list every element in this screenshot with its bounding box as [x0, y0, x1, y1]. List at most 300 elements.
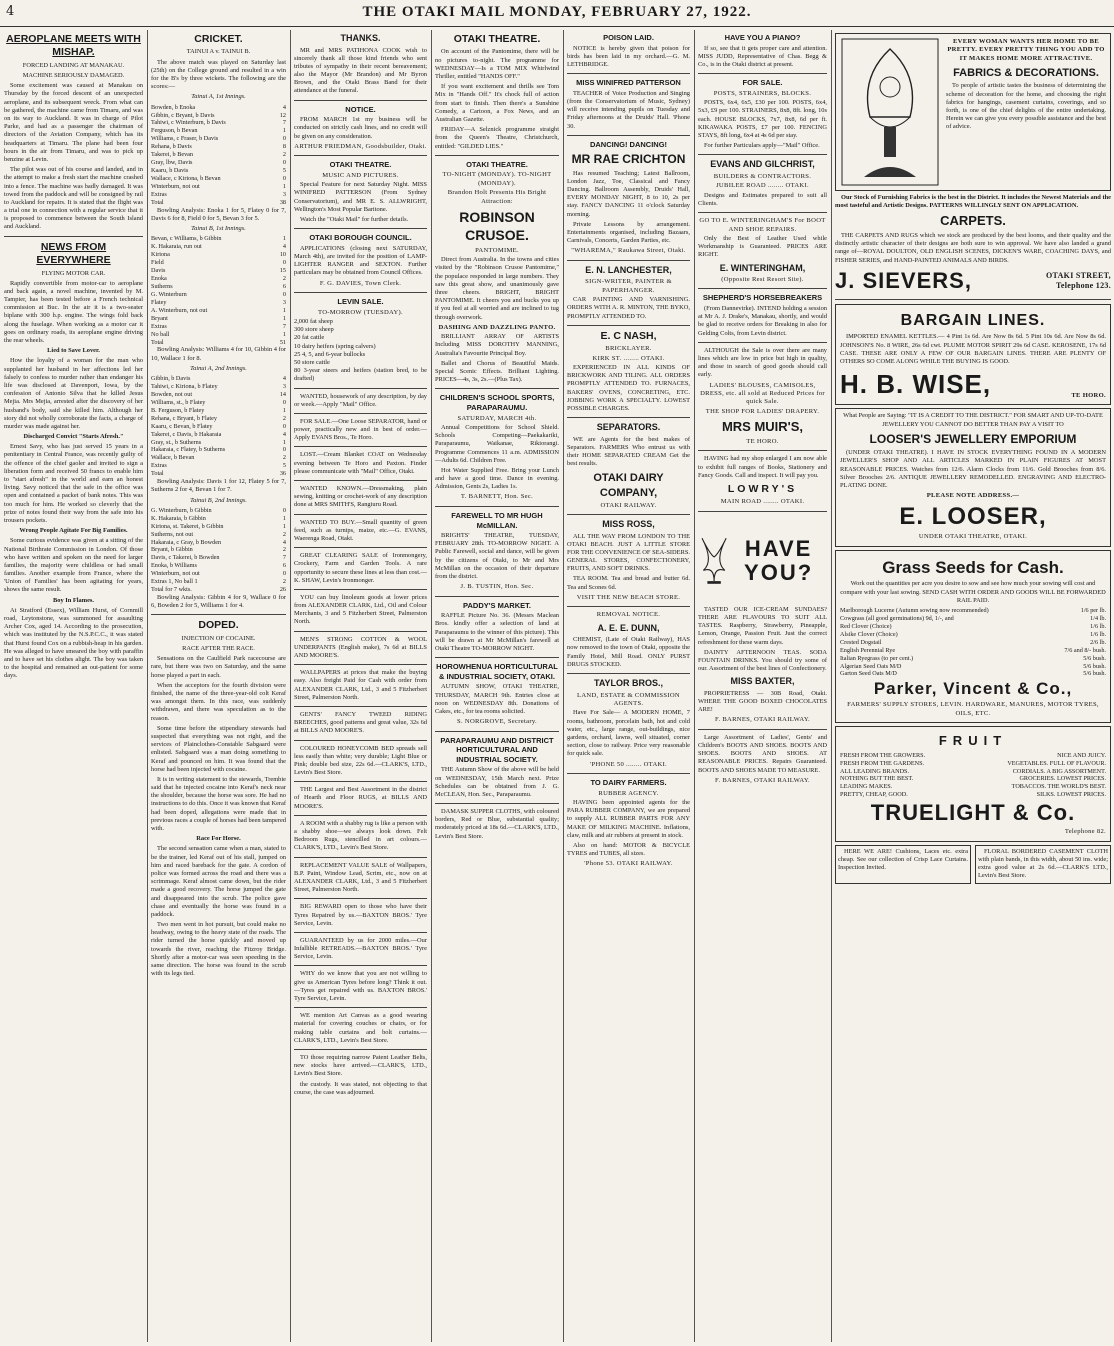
column-2: [151, 30, 286, 1342]
score-row: [151, 446, 286, 454]
ad-signature: T. BARNETT, Hon. Sec.: [460, 493, 534, 501]
wise-ad: [835, 304, 1111, 405]
score-row: [151, 167, 286, 175]
ad-name: MISS BAXTER,: [730, 676, 795, 687]
column-rule: [694, 30, 695, 1342]
score-row: [840, 647, 1106, 655]
runs: 7: [282, 554, 286, 562]
score-row: [151, 104, 286, 112]
ad-text: HAVING been appointed agents for the PARA RUBBER COMPANY, we are prepared to supply ALL RUBBER PARTS FOR ANY MAKE OF MILKING MACHINE. Inflations, claw, milk and air rubbers at present in stock.: [567, 798, 690, 839]
batsman: Enoka, b Williams: [151, 562, 197, 570]
divider: [294, 413, 427, 414]
ad-address: TE HORO.: [746, 437, 779, 445]
ad-text: AUTUMN SHOW, OTAKI THEATRE, THURSDAY, MARCH 9th. Entries close at noon on WEDNESDAY 8th. Donations of Cakes, etc., for tea rooms solicited.: [435, 683, 559, 715]
runs: 3: [282, 298, 286, 306]
divider: [698, 154, 827, 155]
score-row: [840, 615, 1106, 623]
score-row: [151, 135, 286, 143]
article-paragraph: At Stratford (Essex), William Hurst, of Cornmill road, Leytonstone, was summoned for assaulting Archer Cox, aged 14. According to the prosecution, which was instituted by the N.S.P.C.C., it was stated that Hurst found Cox on a rubbish-heap in his garden. He was alleged to have smeared the boy with paraffin and to have set his clothes alight. The boy was taken to the hospital and remained an out-patient for some days.: [4, 606, 143, 680]
divider: [294, 228, 427, 229]
runs: 0: [282, 398, 286, 406]
batsman: Cowgrass (all good germinations) 9d, 1/-, and: [840, 614, 954, 622]
score-table: [151, 235, 286, 338]
runs: 4: [282, 538, 286, 546]
batsman: Kaaru, b Davis: [151, 167, 189, 175]
divider: [435, 731, 559, 732]
innings-title: Tainui B, 2nd Innings.: [190, 496, 247, 504]
batsman: Takerei, c Davis, b Hakaraia: [151, 430, 222, 438]
ad-subhead: PLEASE NOTE ADDRESS.—: [926, 492, 1020, 500]
ad-headline: CARPETS.: [940, 213, 1006, 229]
sievers-signature: [835, 267, 1111, 295]
runs: 2: [282, 414, 286, 422]
runs: 6: [282, 282, 286, 290]
runs: 2: [282, 530, 286, 538]
ad-text: If you want excitement and thrills see Tom Mix in "Hands Off." It's chock full of action from start to finish. Then there's a Sunshine Comedy, a Cartoon, a Fox News, and an Australian Gazette.: [435, 83, 559, 123]
divider: [294, 857, 427, 858]
ad-signature: Telephone 82.: [1064, 828, 1106, 836]
ad-text: RAFFLE Picture No. 36. (Messrs Maclean Bros. kindly offer a selection of land at Paraparaumu to the winner of this picture). This will be drawn at Mr McMillan's farewell at Otaki Theatre TO-MORROW NIGHT.: [435, 612, 559, 652]
batsman: Williams, st., b Flatey: [151, 398, 206, 406]
runs: 1/6 per lb.: [1080, 606, 1106, 614]
ad-signature: 'Phone 53. OTAKI RAILWAY.: [584, 860, 673, 868]
bottom-ads: [835, 845, 1111, 886]
batsman: Rehana, c Bryant, b Flatey: [151, 414, 217, 422]
score-row: [151, 539, 286, 547]
ad-name: HAVE YOU?: [744, 536, 814, 586]
divider: [435, 803, 559, 804]
ad-text: Ballet and Chorus of Beautiful Maids. Special Scenic Effects. Brilliant Lighting. PRICES—4s, 3s, 2s.—(Plus Tax).: [435, 359, 559, 384]
runs: 5/6 bush.: [1083, 662, 1106, 670]
score-row: [840, 639, 1106, 647]
divider: [567, 417, 690, 418]
runs: 0: [282, 175, 286, 182]
article-paragraph: Two men went in hot pursuit, but could make no headway, owing to the heavy state of the roads. The rider turned the horse quickly and moved up towards the river, reaching the Fitzroy Bridge. Shortly after a motor-car was seen speeding in the same direction. The horse was found in the scrub with its legs tied.: [151, 921, 286, 978]
article-fragment: the custody. It was stated, not objecting to that course, the case was adjourned.: [294, 1080, 427, 1096]
batsman: Garton Seed Oats M/D: [840, 670, 897, 678]
sievers-copy: [946, 37, 1106, 187]
ad-text: Annual Competitions for School Shield. Schools Competing—Paekakariki, Paraparaumu, Waikanae, Rikiorangi. Programme Commences 11 a.m. ADMISSION—Adults 6d. Children Free.: [435, 423, 559, 464]
ad-text: NOTICE is hereby given that poison for birds has been laid in my orchard.—G. M. LETHBRIDGE.: [567, 44, 690, 68]
score-row: [840, 775, 1106, 783]
runs: 0: [282, 422, 286, 430]
article-subhead: MACHINE SERIOUSLY DAMAGED.: [22, 72, 125, 80]
column-rule: [290, 30, 291, 1342]
classified-ad: WE mention Art Canvas as a good wearing material for covering couches or chairs, or for making table curtains and bolt curtains.—CLARK'S, LTD., Levin's Best Store.: [294, 1012, 427, 1044]
ad-text: Work out the quantities per acre you desire to sow and see how much your sowing will cost and compare with your last sowing. SEND CASH WITH ORDER AND GOODS WILL BE FORWARDED RAIL PAID.: [840, 580, 1106, 604]
batsman: Crested Dogstail: [840, 638, 882, 646]
score-row: [151, 431, 286, 439]
divider: [294, 589, 427, 590]
batsman: FRESH FROM THE GARDENS.: [840, 759, 925, 767]
divider: [294, 388, 427, 389]
ad-text: BRILLIANT ARRAY OF ARTISTS Including MISS DOROTHY MANNING, Australia's Favourite Principal Boy.: [435, 333, 559, 357]
divider: [294, 898, 427, 899]
ad-headline: BARGAIN LINES.: [900, 311, 1046, 329]
ad-headline: FOR SALE.: [742, 78, 783, 88]
batsman: Hakaraia, c Gray, b Bowden: [151, 538, 222, 546]
score-row: [840, 768, 1106, 776]
ad-subhead: DASHING AND DAZZLING PANTO.: [438, 323, 556, 331]
batsman: Takerei, b Bevan: [151, 151, 194, 159]
ad-name: TAYLOR BROS.,: [593, 677, 663, 688]
ad-signature: S. NORGROVE, Secretary.: [457, 718, 537, 726]
ad-text: FRIDAY—A Selznick programme straight from the Queen's Theatre, Christchurch, entitled: "GILDED LIES.": [435, 126, 559, 150]
divider: [698, 342, 827, 343]
ad-subhead: THE SHOP FOR LADIES' DRAPERY.: [705, 407, 820, 415]
notice-subhead: TO-MORROW (TUESDAY).: [317, 308, 403, 316]
ad-subhead: BUILDERS & CONTRACTORS.: [713, 172, 812, 180]
divider: [294, 740, 427, 741]
batsman: Enoka: [151, 275, 167, 282]
ad-subhead: FARMERS' SUPPLY STORES, LEVIN. HARDWARE, MANURES, MOTOR TYRES, OILS, ETC.: [847, 701, 1099, 717]
batsman: ALL LEADING BRANDS.: [840, 767, 910, 775]
ad-text: Private Lessons by arrangement. Entertainments organised, including Bazaars, Carnivals, Concerts, Garden Parties, etc.: [567, 220, 690, 245]
runs: 1: [282, 306, 286, 314]
score-row: [151, 119, 286, 127]
divider: [698, 729, 827, 730]
classified-ad: MEN'S STRONG COTTON & WOOL UNDERPANTS (English make), 7s 6d at BILLS AND MOORE'S.: [294, 635, 427, 660]
divider: [567, 773, 690, 774]
ad-name: E. WINTERINGHAM,: [719, 262, 806, 273]
ad-text: Hot Water Supplied Free. Bring your Lunch and have a good time. Dance in evening. Admission, Gents 2s, Ladies 1s.: [435, 466, 559, 491]
runs: CORDIALS. A BIG ASSORTMENT.: [1012, 767, 1106, 775]
ad-headline: SEPARATORS.: [596, 422, 661, 433]
ad-name: MISS ROSS,: [602, 519, 655, 530]
article-subhead: FORCED LANDING AT MANAKAU.: [22, 61, 125, 69]
ad-text: Our Stock of Furnishing Fabrics is the best in the District. It includes the Newest Materials and the most tasteful and Artistic Designs. PATTERNS WILLINGLY SENT ON APPLICATION.: [835, 194, 1111, 210]
score-row: [151, 127, 286, 135]
runs: GROCERIES. LOWEST PRICES.: [1019, 775, 1106, 783]
batsman: Rehana, b Davis: [151, 143, 192, 151]
score-row: [151, 531, 286, 539]
ad-headline: FRUIT: [938, 733, 1008, 749]
score-row: [151, 331, 286, 339]
stock-list: [294, 318, 427, 384]
divider: [567, 73, 690, 74]
truelight-ad: [835, 726, 1111, 842]
runs: 10: [279, 251, 286, 259]
batsman: PRETTY, CHEAP, GOOD.: [840, 791, 908, 799]
ad-headline: FAREWELL TO MR HUGH McMILLAN.: [451, 510, 543, 530]
ad-name: OTAKI DAIRY COMPANY,: [593, 472, 664, 499]
score-row: [151, 299, 286, 307]
score-row: [151, 523, 286, 531]
ad-address: 'PHONE 50 ........ OTAKI.: [589, 760, 668, 768]
classified-ad: BIG REWARD open to those who have their Tyres Repaired by us.—BAXTON BROS.' Tyre Service, Levin.: [294, 903, 427, 927]
stock-item: 10 dairy heifers (spring calvers): [294, 342, 376, 350]
divider: [435, 596, 559, 597]
ad-text: DAINTY AFTERNOON TEAS. SODA FOUNTAIN DRINKS. You should try some of our. Assortment of the best lines of Confectionery.: [698, 648, 827, 673]
score-total: Total 36: [151, 470, 286, 478]
ad-subhead: LADIES' BLOUSES, CAMISOLES, DRESS, etc. all sold at Reduced Prices for quick Sale.: [700, 381, 825, 406]
masthead-rule: [0, 26, 1114, 27]
notice-signature: ARTHUR FRIEDMAN, Goodsbuilder, Otaki.: [294, 142, 427, 150]
divider: [294, 932, 427, 933]
score-row: [151, 267, 286, 275]
runs: 3: [282, 190, 286, 198]
batsman: Tahiwi, c Winterburn, b Davis: [151, 119, 226, 127]
batsman: Red Clover (Choice): [840, 622, 892, 630]
score-row: [151, 383, 286, 391]
bowling-analysis: Bowling Analysis: Enoka 1 for 5, Flatey 0 for 7, Davis 6 for 8, Field 0 for 5, Bevan 3 for 5.: [151, 206, 286, 222]
batsman: Sutherns: [151, 282, 173, 290]
article-subhead: FLYING MOTOR CAR.: [41, 269, 106, 277]
ad-text: TEA ROOM. Tea and bread and butter 6d. Tea and Scones 6d.: [567, 575, 690, 591]
ad-text: ALL THE WAY FROM LONDON TO THE OTAKI BEACH. JUST A LITTLE STORE FOR THE CONVENIENCE OF SEA-SIDERS. GENERAL STORES, CONFECTIONERY, FRUITS, AND SOFT DRINKS.: [567, 532, 690, 573]
batsman: K. Hakaraia, b Gibbin: [151, 514, 206, 522]
score-row: [151, 283, 286, 291]
divider: [698, 511, 827, 512]
classified-ad: A ROOM with a shabby rug is like a person with a shabby shoe—we always look down. Felt Bedroom Rugs, stencilled in art colours.—CLARK'S, LTD., Levin's Best Store.: [294, 819, 427, 852]
ad-subhead: Brandon Holt Presents His Bright Attraction:: [447, 189, 547, 205]
ad-subhead: GO TO E. WINTERINGHAM'S For BOOT AND SHOE REPAIRS.: [699, 217, 826, 233]
score-row: [151, 375, 286, 383]
ad-text: On account of the Pantomime, there will be no pictures to-night. The programme for WEDNESDAY—Is a TOM MIX Whirlwind Thriller, entitled "HANDS OFF.": [435, 48, 559, 80]
score-row: [840, 791, 1106, 799]
ad-address: UNDER OTAKI THEATRE, OTAKI.: [918, 533, 1028, 541]
ad-name: E. LOOSER,: [899, 502, 1047, 530]
article-headline: DOPED.: [198, 619, 239, 632]
runs: 4: [282, 243, 286, 251]
score-row: [151, 307, 286, 315]
divider: [294, 1049, 427, 1050]
article-subhead: RACE AFTER THE RACE.: [182, 645, 255, 653]
runs: VEGETABLES. FULL OF FLAVOUR.: [1007, 759, 1106, 767]
ad-text: WE are Agents for the best makes of Separators. FARMERS Who entrust us with their HOME SEPARATED CREAM Get the best results.: [567, 435, 690, 468]
classified-ad: LOST.—Cream Blanket COAT on Wednesday evening between Te Horo and Paxton. Finder please communicate with "Mail" Office, Otaki.: [294, 451, 427, 475]
divider: [567, 606, 690, 607]
runs: 5: [282, 167, 286, 175]
score-row: [151, 291, 286, 299]
ad-name: Parker, Vincent & Co.,: [873, 679, 1073, 699]
runs: 1: [282, 330, 286, 338]
ad-headline: SHEPHERD'S HORSEBREAKERS: [702, 293, 823, 303]
batsman: Sutherns, not out: [151, 530, 194, 538]
column-3: [294, 30, 427, 1342]
batsman: Extras: [151, 322, 167, 330]
stock-item: 25 4, 5, and 6-year bullocks: [294, 350, 366, 358]
classified-ad: FOR SALE.—One Loose SEPARATOR, hand or power, practically new and in best of order.—Apply EVANS Bros., Te Horo.: [294, 417, 427, 442]
ad-text: BRIGHTS' THEATRE, TUESDAY, FEBRUARY 28th. TO-MORROW NIGHT. A Public Farewell, social and dance, will be given by the citizens of Otaki, to Mr and Mrs McMillan on the occasion of their departure from the district.: [435, 532, 559, 581]
ad-subhead: RUBBER AGENCY.: [598, 789, 659, 797]
divider: [294, 292, 427, 293]
score-row: [151, 112, 286, 120]
batsman: Italian Ryegrass (to per cent.): [840, 654, 914, 662]
ad-headline: Grass Seeds for Cash.: [882, 557, 1064, 577]
runs: 1: [282, 438, 286, 446]
classified-ad: REPLACEMENT VALUE SALE of Wallpapers, B.P. Paint, Window Lead, Scrim, etc., now on at ALEXANDER CLARK, Ltd., 3 and 5 Fitzherbert Street, Palmerston North.: [294, 861, 427, 894]
score-row: [151, 259, 286, 267]
divider: [294, 480, 427, 481]
runs: 1: [282, 406, 286, 414]
divider: [435, 657, 559, 658]
ad-text: Only the Best of Leather Used while Workmanship is Guaranteed. PRICES ARE RIGHT.: [698, 234, 827, 259]
batsman: Wallace, b Bevan: [151, 454, 195, 462]
batsman: Winterburn, not out: [151, 570, 200, 578]
score-row: [840, 607, 1106, 615]
runs: 1: [282, 235, 286, 243]
batsman: No ball: [151, 330, 170, 338]
score-row: [840, 655, 1106, 663]
ad-text: For further Particulars apply—"Mail" Office.: [704, 142, 820, 150]
divider: [294, 155, 427, 156]
runs: 3: [282, 382, 286, 390]
produce-list: [840, 752, 1106, 800]
divider: [567, 325, 690, 326]
ad-signature: F. BARNES, OTAKI RAILWAY.: [715, 716, 810, 724]
classified-ad: DAMASK SUPPER CLOTHS, with coloured borders, Red or Blue, substantial quality; moderately priced at 18s 6d.—CLARK'S, LTD., Levin's Best Store.: [435, 808, 559, 840]
ice-cream-ad: [698, 516, 827, 606]
batsman: Extras: [151, 190, 167, 198]
score-row: [840, 783, 1106, 791]
batsman: Bevan, c Williams, b Gibbin: [151, 235, 222, 243]
ad-headline: TO DAIRY FARMERS.: [590, 777, 667, 787]
score-row: [151, 143, 286, 151]
divider: [567, 673, 690, 674]
divider: [294, 781, 427, 782]
ad-text: What People are Saying: "IT IS A CREDIT TO THE DISTRICT." FOR SMART AND UP-TO-DATE JEWELLERY YOU CANNOT DO BETTER THAN PAY A VISIT TO: [843, 412, 1103, 428]
ad-address: OTAKI STREET, Telephone 123.: [1046, 270, 1111, 290]
column-rule: [431, 30, 432, 1342]
ad-text: (UNDER OTAKI THEATRE). I HAVE IN STOCK EVERYTHING FOUND IN A MODERN JEWELLER'S SHOP AND ALL ARTICLES MARKED IN PLAIN FIGURES AT MOST REASONABLE PRICES. Watches from 12/6. Alarm Clocks from 11/6. Gold Brooches from 8/6. Silver Brooches 2/6. ANTIQUE JEWELLERY REMODELLED. ENGRAVING AND ELECTRO-PLATING DONE.: [840, 449, 1106, 489]
notice-text: Special Feature for next Saturday Night. MISS WINIFRED PATTERSON (From Sydney Conservatorium), and MR E. S. ALLWRIGHT, Wellington's Most Popular Baritone.: [294, 181, 427, 213]
ad-text: Have For Sale— A MODERN HOME, 7 rooms, bathroom, porcelain bath, hot and cold water, etc., large range, out-buildings, nice gardens, orchard, lawns, well situated, corner section, close to railway. Price very reasonable for quick sale.: [567, 709, 690, 758]
runs: 12: [279, 111, 286, 119]
article-subhead: Boy In Flames.: [52, 596, 94, 604]
runs: 5/6 bush.: [1083, 654, 1106, 662]
batsman: Kiriona, st. Takerei, b Gibbin: [151, 522, 224, 530]
ad-signature: F. BARNES, OTAKI RAILWAY.: [715, 776, 810, 784]
ad-headline: HOROWHENUA HORTICULTURAL & INDUSTRIAL SOCIETY, OTAKI.: [436, 662, 558, 681]
batsman: Kaaru, c Bevan, b Flatey: [151, 422, 213, 430]
runs: 7/6 and 8/- bush.: [1064, 646, 1106, 654]
classified-ad: WANTED KNOWN.—Dressmaking, plain sewing, knitting or crochet-work of any description done at MRS SMITH'S, Rangiuru Road.: [294, 485, 427, 509]
notice-headline: LEVIN SALE.: [337, 296, 384, 306]
batsman: Davis, c Takerei, b Bowden: [151, 554, 220, 562]
masthead: THE OTAKI MAIL MONDAY, FEBRUARY 27, 1922.: [362, 4, 752, 20]
batsman: K. Hakaraia, run out: [151, 243, 202, 251]
classified-ad: THE Largest and Best Assortment in the district of Hearth and Floor RUGS, at BILLS AND MOORE'S.: [294, 786, 427, 810]
score-row: [151, 454, 286, 462]
ad-text: Designs and Estimates prepared to suit all Clients.: [698, 191, 827, 207]
score-row: [151, 423, 286, 431]
score-row: [151, 175, 286, 183]
runs: 8: [282, 143, 286, 151]
runs: 0: [282, 446, 286, 454]
divider: [567, 514, 690, 515]
article-subhead: Lied to Save Lover.: [47, 347, 100, 355]
runs: 1/4 lb.: [1090, 614, 1106, 622]
ad-address: OTAKI RAILWAY.: [600, 501, 657, 509]
ad-name: LOWRY'S: [727, 482, 798, 495]
batsman: Marlborough Lucerne (Autumn sowing now recommended): [840, 606, 989, 614]
runs: 2: [282, 454, 286, 462]
innings-title: Tainui B, 1st Innings.: [191, 225, 246, 233]
runs: 4: [282, 430, 286, 438]
runs: TOBACCOS. THE WORLD'S BEST.: [1011, 783, 1106, 791]
runs: 1: [282, 314, 286, 322]
divider: [294, 446, 427, 447]
divider: [294, 100, 427, 101]
ad-name: MR RAE CRICHTON: [571, 152, 686, 167]
runs: 7: [282, 119, 286, 127]
stock-item: 50 store cattle: [294, 358, 330, 366]
ad-text: ALTHOUGH the Sale is over there are many lines which are low in price but high in quality, and those in search of good goods should call early.: [698, 346, 827, 379]
divider: [567, 135, 690, 136]
wise-signature: [840, 368, 1106, 401]
divider: [294, 965, 427, 966]
score-row: [151, 546, 286, 554]
batsman: Williams, c Fraser, b Davis: [151, 135, 219, 143]
batsman: Bowden, b Enoka: [151, 103, 196, 111]
score-row: [151, 415, 286, 423]
ad-signature: J. B. TUSTIN, Hon. Sec.: [460, 583, 534, 591]
divider: [294, 514, 427, 515]
ad-headline: OTAKI THEATRE.: [453, 33, 541, 45]
runs: SILKS. LOWEST PRICES.: [1036, 791, 1106, 799]
runs: 5/6 bush.: [1083, 670, 1106, 678]
runs: 1/6 lb.: [1090, 630, 1106, 638]
divider: [835, 299, 1111, 300]
article-paragraph: When the acceptors for the fourth division were finished, the name of the three-year-old colt Keraf was amongst them. In this race, was suddenly withdrawn, and there was speculation as to the reason.: [151, 681, 286, 722]
ad-subhead: REMOVAL NOTICE.: [596, 611, 661, 619]
divider: [294, 631, 427, 632]
score-row: [151, 251, 286, 259]
ad-text: If so, see that it gets proper care and attention. MISS JUDD, Representative of Chas. Begg & Co., is in the Otaki district at present.: [698, 44, 827, 68]
ad-headline: FABRICS & DECORATIONS.: [953, 67, 1099, 80]
runs: 1: [282, 127, 286, 135]
classified-ad: WALLPAPERS at prices that make the buying easy. Also freight Paid for Cash with order from ALEXANDER CLARK, Ltd., 3 and 5 Fitzherbert Street, Palmerston North.: [294, 669, 427, 701]
ad-name: A. E. E. DUNN,: [597, 622, 660, 633]
notice-signature: F. G. DAVIES, Town Clerk.: [319, 279, 402, 287]
column-rule: [563, 30, 564, 1342]
ad-headline: LOOSER'S JEWELLERY EMPORIUM: [869, 431, 1077, 446]
parker-ad: [835, 550, 1111, 723]
score-row: [151, 399, 286, 407]
batsman: Tahiwi, c Kiriona, b Flatey: [151, 382, 218, 390]
batsman: Bowden, not out: [151, 390, 193, 398]
score-row: [151, 439, 286, 447]
divider: [294, 547, 427, 548]
seed-price-list: [840, 607, 1106, 678]
runs: 0: [282, 159, 286, 167]
ad-text: EXPERIENCED IN ALL KINDS OF BRICKWORK AND TILING. ALL ORDERS PROMPTLY ATTENDED TO. FURNACES, BAKERS' OVENS, CONCRETING, ETC. JOBBING WORK A SPECIALTY. LOWEST POSSIBLE CHARGES.: [567, 364, 690, 412]
score-row: [151, 243, 286, 251]
ad-headline: POISON LAID.: [603, 33, 654, 42]
score-row: [840, 752, 1106, 760]
score-total: Total 51: [151, 338, 286, 346]
score-row: [151, 507, 286, 515]
looser-ad: [835, 408, 1111, 546]
runs: 4: [282, 375, 286, 382]
section-headline: CRICKET.: [194, 33, 243, 45]
classified-ad: FLORAL BORDERED CASEMENT CLOTH with plain bands, in this width, about 50 ins. wide; extra good value at 2s 6d.—CLARK'S LTD., Levin's Best Store.: [975, 845, 1111, 884]
classified-ad: WANTED, housework of any description, by day or week.—Apply "Mail" Office.: [294, 392, 427, 408]
divider: [698, 73, 827, 74]
score-row: [840, 631, 1106, 639]
article-subhead: Discharged Convict "Starts Afresh.": [23, 433, 124, 441]
runs: 2: [282, 578, 286, 586]
ad-name: E. N. LANCHESTER,: [585, 264, 672, 275]
ad-subhead: LAND, ESTATE & COMMISSION AGENTS.: [577, 691, 680, 707]
batsman: Wallace, c Kiriona, b Bevan: [151, 175, 221, 182]
score-total: Total 38: [151, 198, 286, 206]
batsman: A. Winterburn, not out: [151, 306, 208, 314]
ad-subhead: EVERY WOMAN WANTS HER HOME TO BE PRETTY. EVERY PRETTY THING YOU ADD TO IT MAKES HOME MORE ATTRACTIVE.: [947, 38, 1105, 62]
score-row: [151, 562, 286, 570]
ad-text: Also on hand: MOTOR & BICYCLE TYRES and TUBES, all sizes.: [567, 841, 690, 858]
